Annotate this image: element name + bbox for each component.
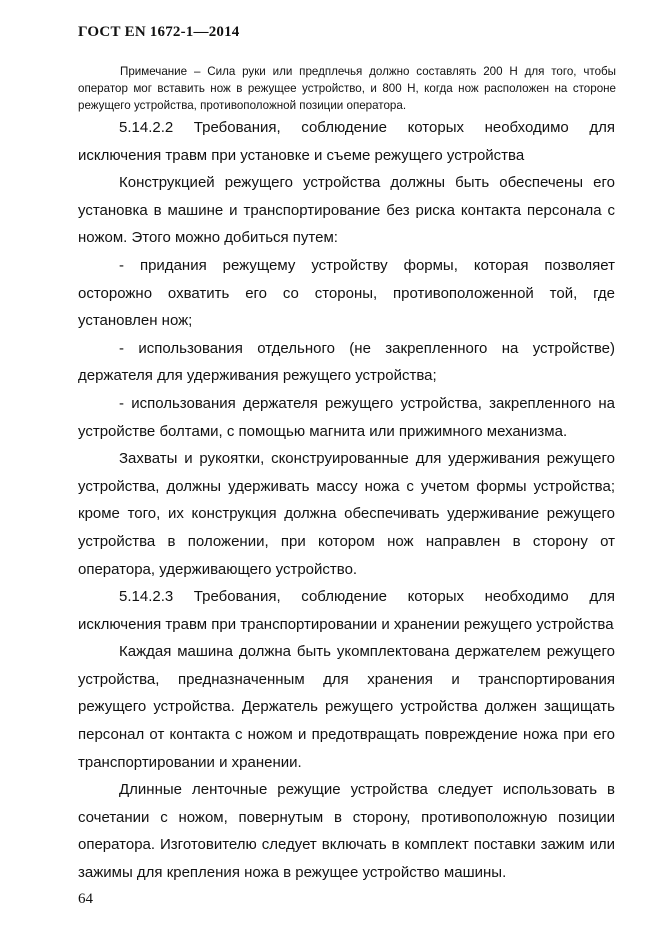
body-paragraph: Захваты и рукоятки, сконструированные для удерживания режущего устройства, должны удерживать массу ножа с учетом формы устройства; кроме того, их конструкция должна обеспечивать удерживание режущего устройства в положении, при котором нож направлен в сторону от оператора, удерживающего устройство.: [78, 450, 615, 578]
body-paragraph: Каждая машина должна быть укомплектована держателем режущего устройства, предназначенным для хранения и транспортирования режущего устройства. Держатель режущего устройства должен защищать персонал от контакта с ножом и предотвращать повреждение ножа при его транспортировании и хранении.: [78, 643, 615, 771]
body-paragraph: Длинные ленточные режущие устройства следует использовать в сочетании с ножом, повернутым в сторону, противоположную позиции оператора. Изготовителю следует включать в комплект поставки зажим или зажимы для крепления ножа в режущее устройство машины.: [78, 781, 615, 882]
document-header: ГОСТ EN 1672-1—2014: [78, 24, 240, 40]
document-body: [78, 114, 615, 887]
list-item: - использования держателя режущего устройства, закрепленного на устройстве болтами, с помощью магнита или прижимного механизма.: [78, 394, 615, 440]
section-heading-5-14-2-2: 5.14.2.2 Требования, соблюдение которых необходимо для исключения травм при установке и съеме режущего устройства: [78, 119, 615, 164]
list-item: - использования отдельного (не закрепленного на устройстве) держателя для удерживания режущего устройства;: [78, 339, 615, 385]
note-paragraph: Примечание – Сила руки или предплечья должно составлять 200 Н для того, чтобы оператор мог вставить нож в режущее устройство, и 800 Н, когда нож расположен на стороне режущего устройства, противоположной позиции оператора.: [78, 65, 616, 112]
section-heading-5-14-2-3: 5.14.2.3 Требования, соблюдение которых необходимо для исключения травм при транспортировании и хранении режущего устройства: [78, 588, 615, 633]
list-item: - придания режущему устройству формы, которая позволяет осторожно охватить его со стороны, противоположенной той, где установлен нож;: [78, 256, 615, 330]
body-paragraph: Конструкцией режущего устройства должны быть обеспечены его установка в машине и транспортирование без риска контакта персонала с ножом. Этого можно добиться путем:: [78, 174, 615, 247]
page-number: 64: [78, 891, 93, 907]
